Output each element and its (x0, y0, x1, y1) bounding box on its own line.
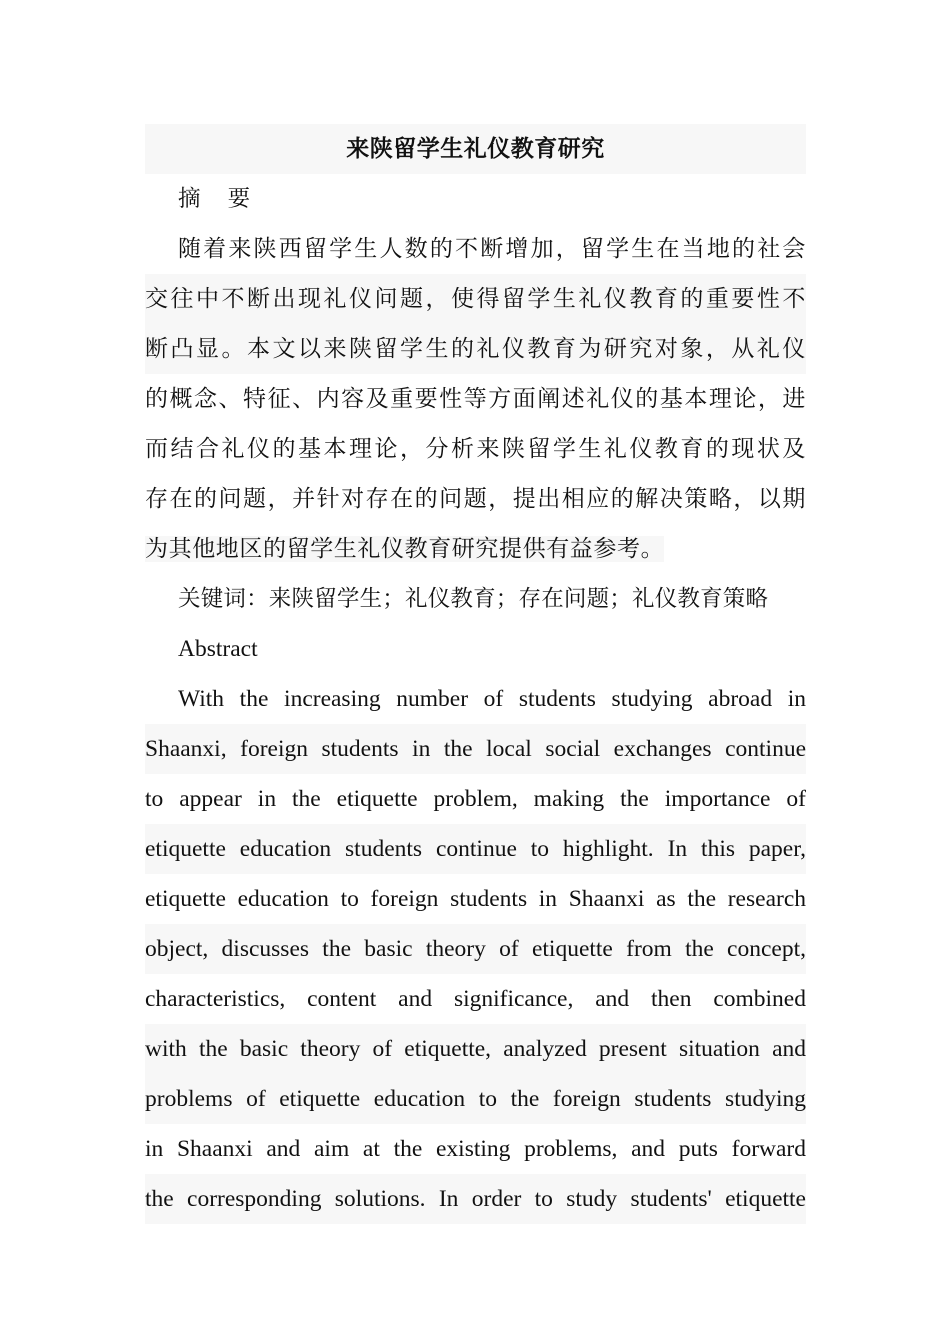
abstract-en-line: to appear in the etiquette problem, making the importance of (145, 786, 806, 812)
abstract-heading-cn: 摘 要 (178, 186, 261, 212)
abstract-cn-line: 交往中不断出现礼仪问题，使得留学生礼仪教育的重要性不 (145, 274, 806, 324)
abstract-heading-en: Abstract (178, 636, 258, 662)
abstract-cn-line (145, 524, 806, 574)
abstract-en-line: in Shaanxi and aim at the existing problems, and puts forward (145, 1136, 806, 1162)
abstract-en-line: With the increasing number of students studying abroad in (178, 686, 806, 712)
abstract-cn-line: 随着来陕西留学生人数的不断增加，留学生在当地的社会 (178, 236, 806, 262)
abstract-cn (145, 224, 806, 574)
abstract-cn-line: 而结合礼仪的基本理论，分析来陕留学生礼仪教育的现状及 (145, 436, 806, 462)
abstract-en-line: Shaanxi, foreign students in the local social exchanges continue (145, 724, 806, 774)
abstract-en-line: problems of etiquette education to the foreign students studying (145, 1074, 806, 1124)
document-page (145, 124, 806, 1224)
abstract-en-line: object, discusses the basic theory of etiquette from the concept, (145, 924, 806, 974)
abstract-en-line: characteristics, content and significance, and then combined (145, 986, 806, 1012)
abstract-en-line: etiquette education students continue to highlight. In this paper, (145, 824, 806, 874)
abstract-cn-line: 的概念、特征、内容及重要性等方面阐述礼仪的基本理论，进 (145, 386, 806, 412)
abstract-en-line: with the basic theory of etiquette, analyzed present situation and (145, 1024, 806, 1074)
abstract-en-line: the corresponding solutions. In order to study students' etiquette (145, 1174, 806, 1224)
abstract-en-line: etiquette education to foreign students in Shaanxi as the research (145, 886, 806, 912)
abstract-en (145, 674, 806, 1224)
abstract-cn-line-text: 为其他地区的留学生礼仪教育研究提供有益参考。 (145, 536, 665, 562)
keywords-cn: 关键词：来陕留学生；礼仪教育；存在问题；礼仪教育策略 (178, 586, 769, 612)
abstract-cn-line: 存在的问题，并针对存在的问题，提出相应的解决策略，以期 (145, 486, 806, 512)
abstract-cn-line: 断凸显。本文以来陕留学生的礼仪教育为研究对象，从礼仪 (145, 324, 806, 374)
document-title: 来陕留学生礼仪教育研究 (145, 124, 806, 174)
